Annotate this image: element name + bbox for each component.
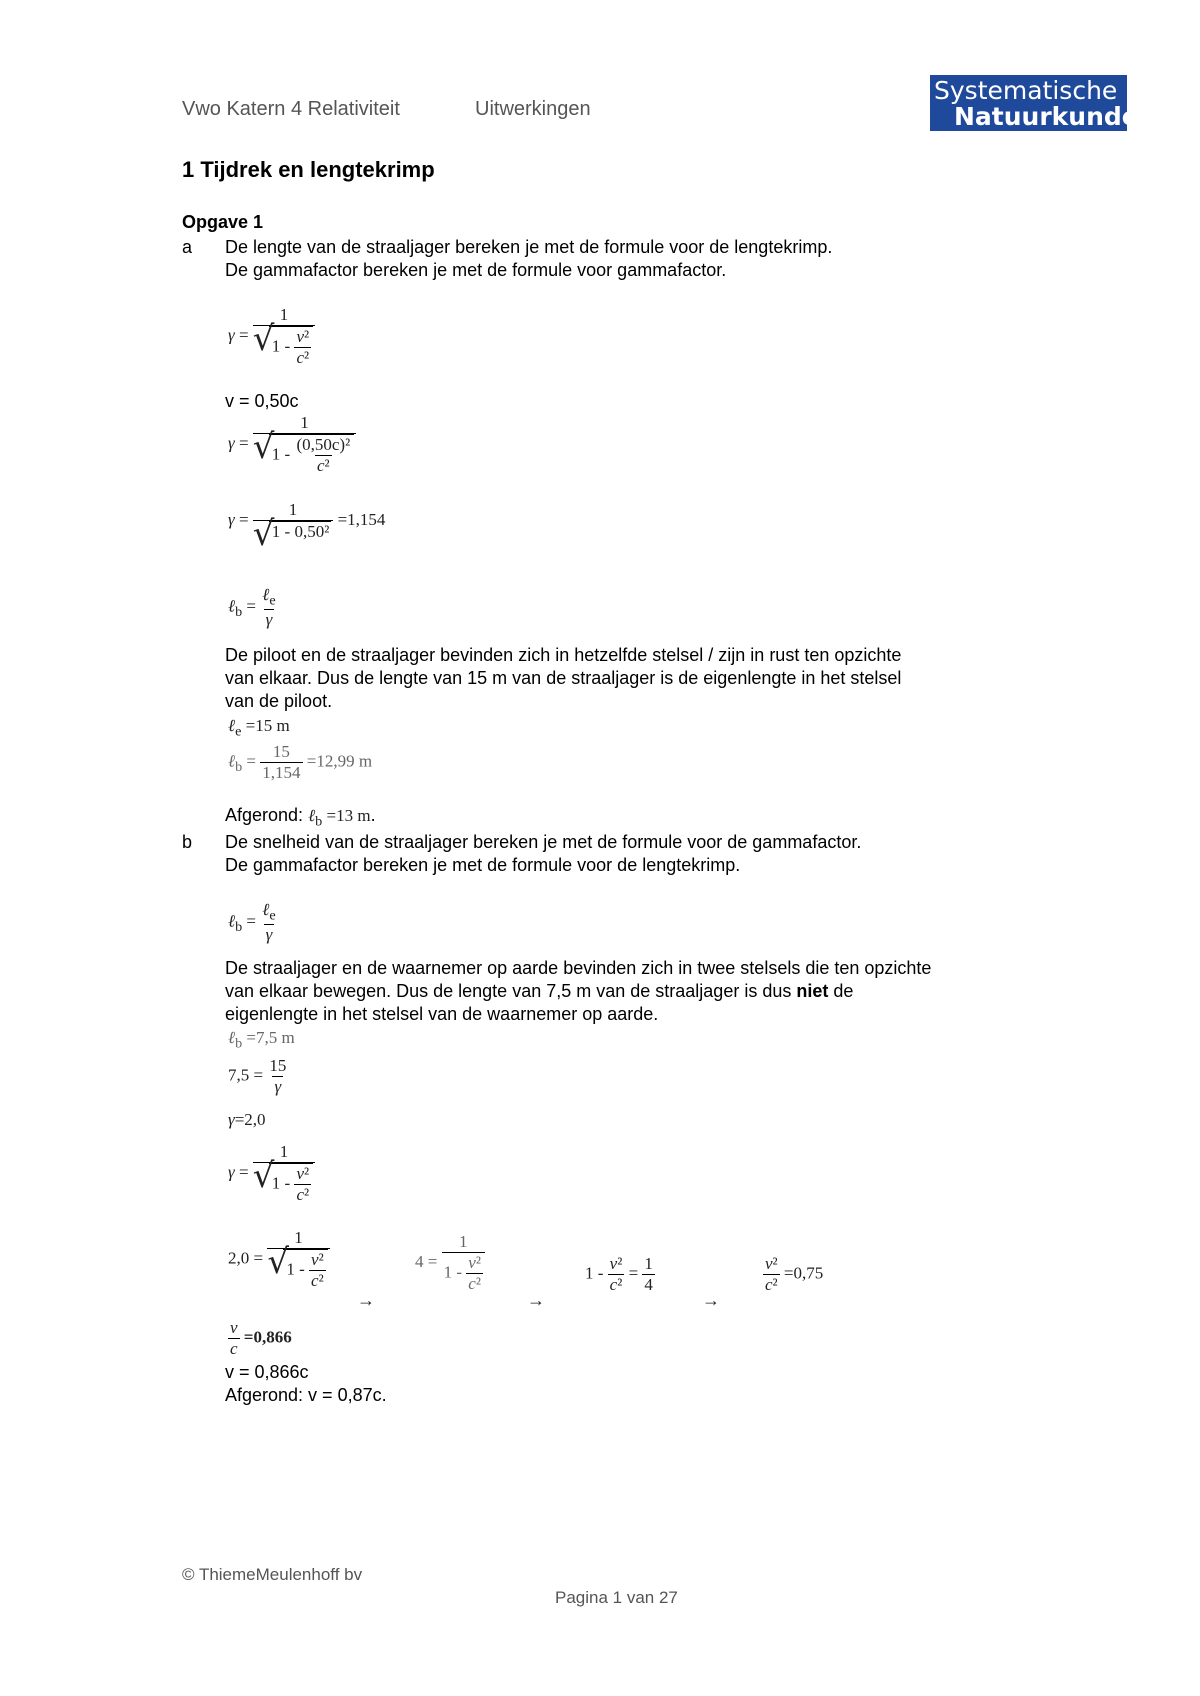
arrow-3: → — [702, 1290, 720, 1310]
gamma-formula: γ = 1 √ 1 - $\frac{\text{v²}}{\text{c²}}$ — [228, 305, 315, 368]
v-value: v = 0,50c — [225, 391, 299, 411]
eq-quarter: 1 - $\frac{\text{v²}}{\text{c²}}$ = $\frac{1}{4}$ — [585, 1254, 653, 1294]
part-b-para2: van elkaar bewegen. Dus de lengte van 7,5 m van de straaljager is dus niet de — [225, 981, 854, 1001]
publisher-logo: Systematische Natuurkunde — [930, 75, 1127, 131]
length-contraction-formula-b: ℓ$_b$ = $\frac{\ell_e}{\gamma}$ — [228, 900, 276, 945]
eq-075: $\frac{\text{v²}}{\text{c²}}$ =0,75 — [765, 1254, 824, 1294]
part-b-line2: De gammafactor bereken je met de formule voor de lengtekrimp. — [225, 855, 741, 875]
footer-page-number: Pagina 1 van 27 — [555, 1588, 678, 1607]
part-a-letter: a — [182, 237, 193, 257]
part-a-para2: van elkaar. Dus de lengte van 15 m van de straaljager is de eigenlengte in het stelsel — [225, 668, 902, 688]
gamma-result: γ = 1 √ 1 - 0,50² =1,154 — [228, 500, 385, 542]
footer-copyright: © ThiemeMeulenhoff bv — [182, 1565, 363, 1584]
gamma-substituted: γ = 1 √ 1 - $\frac{\text{(0,50c)²}}{\text{c²}}$ — [228, 413, 356, 476]
eq-4: 4 = 1 1 - $\frac{\text{v²}}{\text{c²}}$ — [415, 1232, 485, 1294]
part-b-letter: b — [182, 832, 193, 852]
part-a-line2: De gammafactor bereken je met de formule voor gammafactor. — [225, 260, 727, 280]
length-contraction-formula: ℓ$_b$ = $\frac{\ell_e}{\gamma}$ — [228, 585, 276, 630]
part-b-line1: De snelheid van de straaljager bereken je met de formule voor de gammafactor. — [225, 832, 862, 852]
v-result: v = 0,866c — [225, 1362, 309, 1382]
gamma-value: γ=2,0 — [228, 1110, 266, 1129]
part-b-para1: De straaljager en de waarnemer op aarde bevinden zich in twee stelsels die ten opzichte — [225, 958, 932, 978]
observed-length: ℓ$_b$ =7,5 m — [228, 1028, 295, 1052]
proper-length: ℓ$_e$ =15 m — [228, 716, 290, 740]
part-a-line1: De lengte van de straaljager bereken je met de formule voor de lengtekrimp. — [225, 237, 833, 257]
header-type: Uitwerkingen — [475, 98, 591, 120]
header-course: Vwo Katern 4 Relativiteit — [182, 98, 400, 120]
part-a-para3: van de piloot. — [225, 691, 333, 711]
exercise-title: Opgave 1 — [182, 212, 264, 232]
part-b-para3: eigenlengte in het stelsel van de waarnemer op aarde. — [225, 1004, 659, 1024]
eq-75: 7,5 = $\frac{15}{\gamma}$ — [228, 1056, 287, 1096]
eq-20: 2,0 = 1 √ 1 - $\frac{\text{v²}}{\text{c²}}$ — [228, 1228, 330, 1291]
contracted-length-calc: ℓ$_b$ = $\frac{15}{1,154}$ =12,99 m — [228, 742, 373, 782]
arrow-2: → — [527, 1290, 545, 1310]
arrow-1: → — [357, 1290, 375, 1310]
chapter-title: 1 Tijdrek en lengtekrimp — [182, 157, 435, 182]
part-a-rounded: Afgerond: ℓ$_b$ =13 m. — [225, 805, 376, 830]
part-a-para1: De piloot en de straaljager bevinden zich in hetzelfde stelsel / zijn in rust ten opzichte — [225, 645, 902, 665]
v-over-c: $\frac{v}{c}$ =0,866 — [230, 1318, 292, 1358]
gamma-formula-b: γ = 1 √ 1 - $\frac{\text{v²}}{\text{c²}}$ — [228, 1142, 315, 1205]
part-b-rounded: Afgerond: v = 0,87c. — [225, 1385, 387, 1405]
